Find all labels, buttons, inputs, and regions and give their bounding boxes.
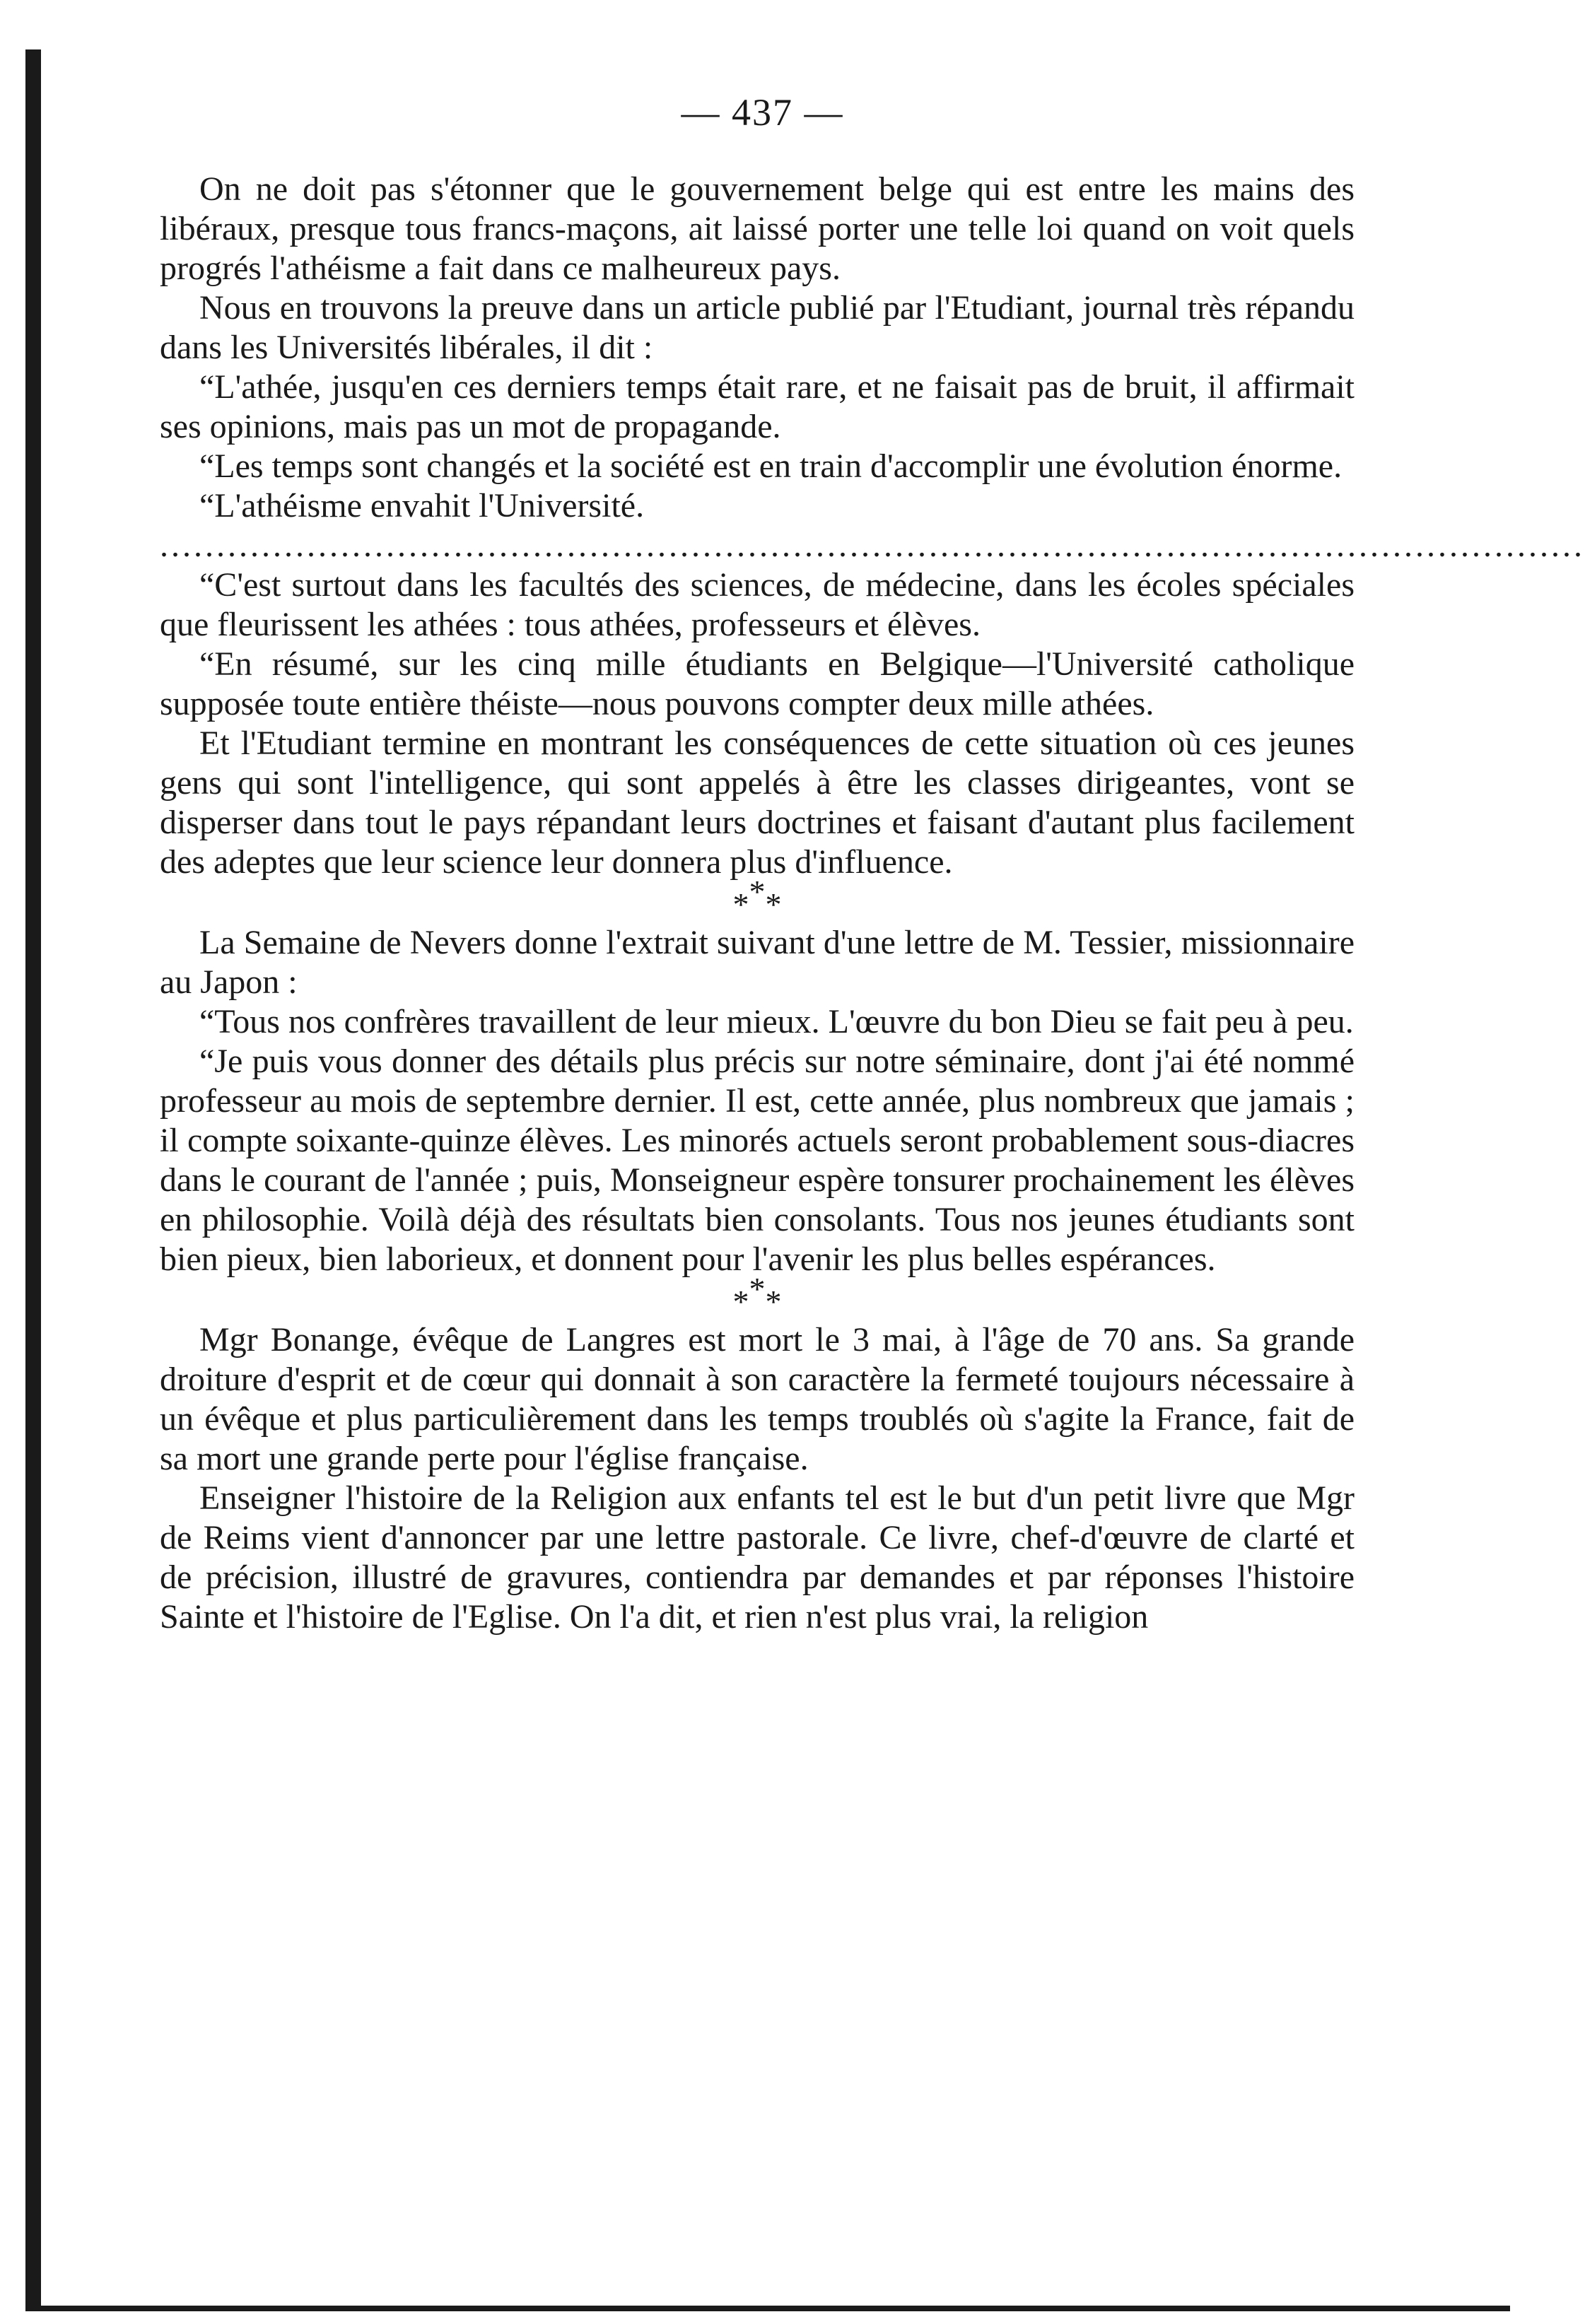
quote-paragraph-4: “C'est surtout dans les facultés des sciences, de médecine, dans les écoles spéciales que fleurissent les athées : tous athées, professeurs et élèves. [160, 566, 1355, 643]
asterism-star: * [765, 886, 782, 922]
quote-paragraph-5: “En résumé, sur les cinq mille étudiants en Belgique—l'Université catholique supposée toute entière théiste—nous pouvons compter deux mille athées. [160, 645, 1355, 722]
paragraph-4: La Semaine de Nevers donne l'extrait suivant d'une lettre de M. Tessier, missionnaire au Japon : [160, 924, 1355, 1001]
asterism-star: * [765, 1284, 782, 1320]
article-body [160, 170, 1585, 1637]
letter-paragraph-1: “Tous nos confrères travaillent de leur mieux. L'œuvre du bon Dieu se fait peu à peu. [199, 1003, 1354, 1040]
asterism-separator-1 [160, 874, 1355, 923]
quote-paragraph-3: “L'athéisme envahit l'Université. [199, 487, 645, 524]
page-bottom-edge [25, 2306, 1510, 2311]
quote-paragraph-1: “L'athée, jusqu'en ces derniers temps était rare, et ne faisait pas de bruit, il affirmait ses opinions, mais pas un mot de propagande. [160, 368, 1355, 445]
paragraph-6: Enseigner l'histoire de la Religion aux enfants tel est le but d'un petit livre que Mgr de Reims vient d'annoncer par une lettre pastorale. Ce livre, chef-d'œuvre de clarté et de précision, illustré de gravures, contiendra par demandes et par réponses l'histoire Sainte et l'histoire de l'Eglise. On l'a dit, et rien n'est plus vrai, la religion [160, 1479, 1355, 1636]
asterism-star: * [732, 886, 749, 922]
paragraph-3: Et l'Etudiant termine en montrant les conséquences de cette situation où ces jeunes gens qui sont l'intelligence, qui sont appelés à être les classes dirigeantes, vont se disperser dans tout le pays répandant leurs doctrines et faisant d'autant plus facilement des adeptes que leur science leur donnera plus d'influence. [160, 724, 1355, 881]
page-edge-shadow [25, 49, 41, 2311]
ellipsis-separator: .............................................................................................................................. [160, 527, 1585, 564]
page-number: — 437 — [681, 91, 844, 134]
quote-paragraph-2: “Les temps sont changés et la société est en train d'accomplir une évolution énorme. [199, 447, 1343, 485]
paragraph-5: Mgr Bonange, évêque de Langres est mort le 3 mai, à l'âge de 70 ans. Sa grande droiture d'esprit et de cœur qui donnait à son caractère la fermeté toujours nécessaire à un évêque et plus particulièrement dans les temps troublés où s'agite la France, fait de sa mort une grande perte pour l'église française. [160, 1321, 1355, 1477]
letter-paragraph-2: “Je puis vous donner des détails plus précis sur notre séminaire, dont j'ai été nommé professeur au mois de septembre dernier. Il est, cette année, plus nombreux que jamais ; il compte soixante-quinze élèves. Les minorés actuels seront probablement sous-diacres dans le courant de l'année ; puis, Monseigneur espère tonsurer prochainement les élèves en philosophie. Voilà déjà des résultats bien consolants. Tous nos jeunes étudiants sont bien pieux, bien laborieux, et donnent pour l'avenir les plus belles espérances. [160, 1043, 1355, 1278]
paragraph-1: On ne doit pas s'étonner que le gouvernement belge qui est entre les mains des libéraux, presque tous francs-maçons, ait laissé porter une telle loi quand on voit quels progrés l'athéisme a fait dans ce malheureux pays. [160, 170, 1355, 287]
paragraph-2: Nous en trouvons la preuve dans un article publié par l'Etudiant, journal très répandu dans les Universités libérales, il dit : [160, 289, 1355, 366]
asterism-separator-2 [160, 1271, 1355, 1320]
asterism-star: * [749, 874, 766, 910]
asterism-star: * [732, 1284, 749, 1320]
asterism-star: * [749, 1271, 766, 1307]
